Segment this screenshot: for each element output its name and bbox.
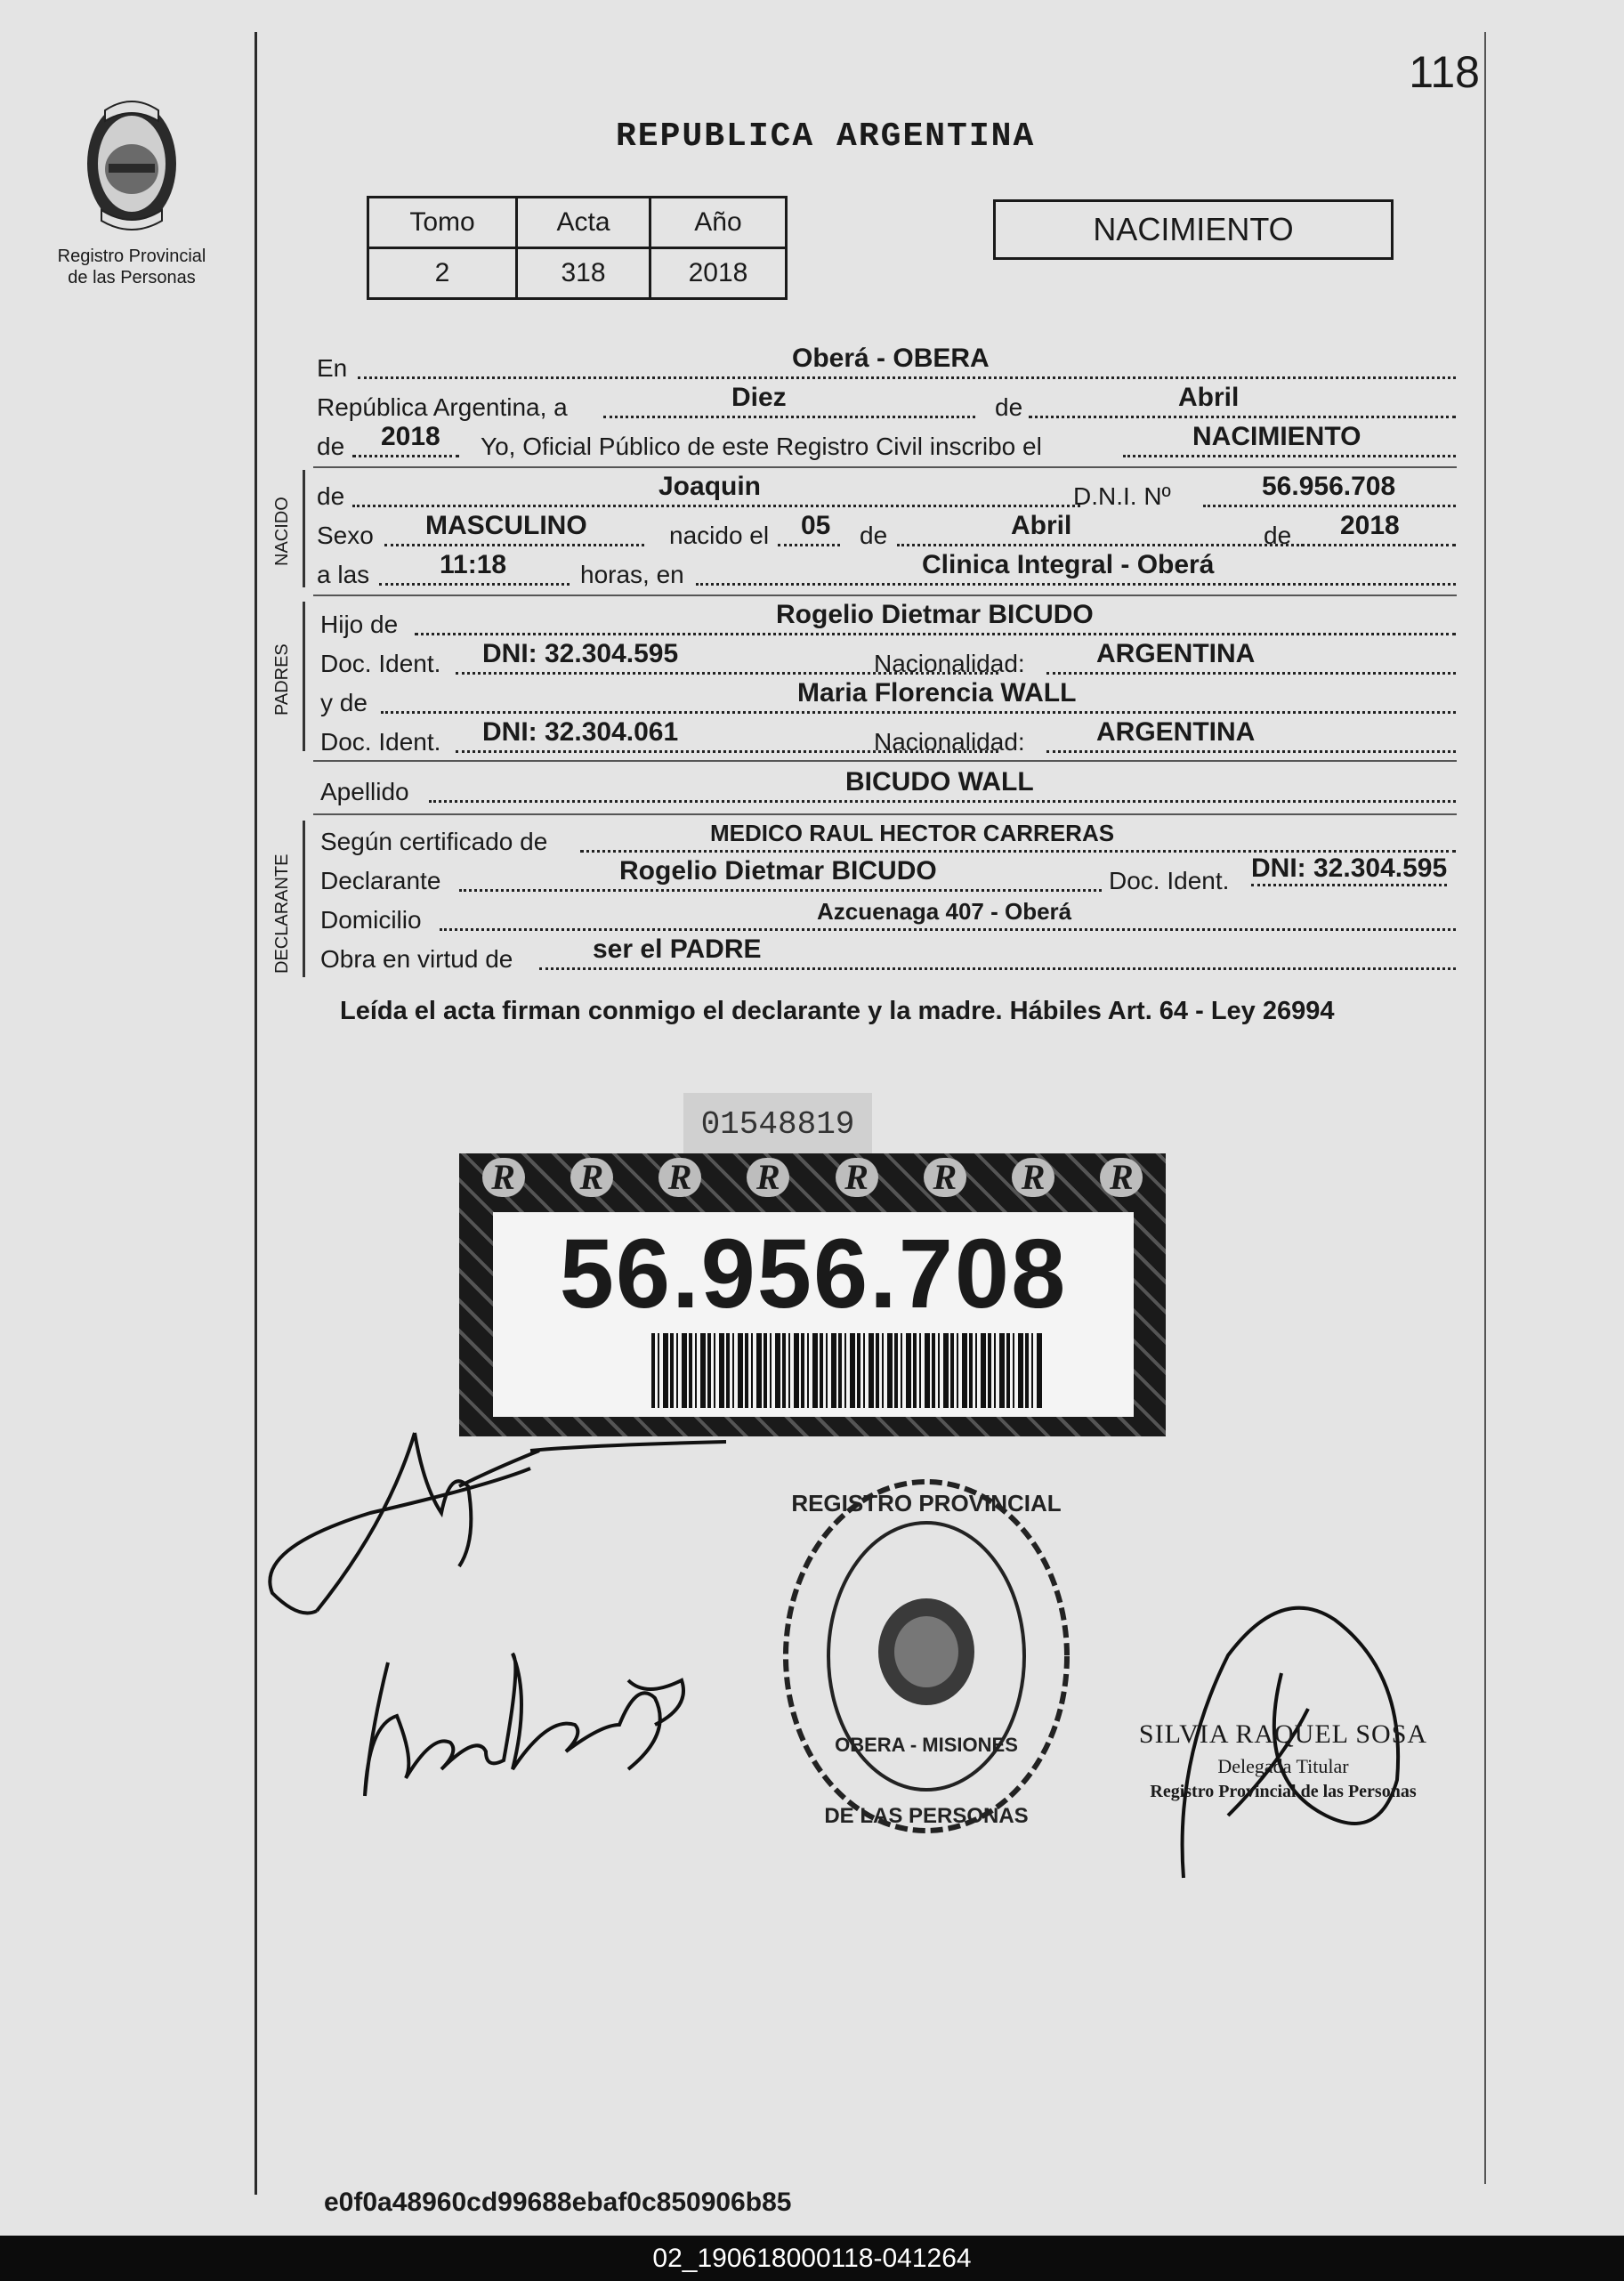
father-name: Rogelio Dietmar BICUDO	[776, 600, 1094, 629]
padres-bracket	[303, 602, 305, 751]
padres-section-label: PADRES	[272, 643, 292, 716]
child-name: Joaquin	[658, 472, 762, 501]
father-doc-row	[317, 639, 1456, 680]
domicilio-value: Azcuenaga 407 - Oberá	[817, 898, 1072, 925]
domicilio-dots	[440, 928, 1456, 931]
nacido-de-label: de	[317, 482, 345, 510]
divider-padres	[313, 760, 1457, 762]
declarante-section-label: DECLARANTE	[272, 853, 292, 974]
r-letter: R	[924, 1158, 966, 1197]
declarante-dots	[459, 889, 1102, 892]
nacido-section-label: NACIDO	[272, 497, 292, 566]
ano-header: Año	[650, 198, 787, 248]
misiones-coat-of-arms-icon	[82, 89, 182, 239]
inscribo-dots	[1123, 455, 1456, 457]
birth-time: 11:18	[440, 550, 507, 579]
hijo-de-row	[317, 600, 1456, 641]
birth-day: 05	[801, 511, 831, 540]
r-letter: R	[658, 1158, 701, 1197]
svg-text:OBERA - MISIONES: OBERA - MISIONES	[835, 1734, 1018, 1756]
de-label-3: de	[1264, 522, 1292, 549]
right-margin-line	[1484, 32, 1486, 2184]
mother-dots	[381, 711, 1456, 714]
day-value: Diez	[731, 383, 787, 412]
y-de-row	[317, 678, 1456, 719]
mother-nationality-dots	[1046, 750, 1456, 753]
de-label: de	[995, 393, 1023, 421]
a-las-label: a las	[317, 561, 370, 588]
obra-dots	[539, 967, 1456, 970]
nacido-el-label: nacido el	[669, 522, 770, 549]
record-table	[367, 196, 788, 300]
father-nationality: ARGENTINA	[1096, 639, 1256, 668]
divider-nacido	[313, 595, 1457, 596]
svg-text:REGISTRO PROVINCIAL: REGISTRO PROVINCIAL	[791, 1490, 1062, 1517]
mother-nationality-label: Nacionalidad:	[874, 728, 1025, 756]
mother-name: Maria Florencia WALL	[797, 678, 1077, 708]
official-name: SILVIA RAQUEL SOSA	[1138, 1719, 1428, 1749]
certificado-row	[317, 822, 1456, 858]
r-letter: R	[1012, 1158, 1054, 1197]
r-letter: R	[836, 1158, 878, 1197]
birth-month-dots	[897, 544, 1315, 546]
en-dots	[358, 376, 1456, 379]
domicilio-label: Domicilio	[320, 906, 422, 934]
dni-dots	[1203, 505, 1456, 507]
barcode	[651, 1333, 1043, 1408]
year-value: 2018	[381, 422, 440, 451]
mother-doc: DNI: 32.304.061	[482, 717, 679, 747]
mother-doc-label: Doc. Ident.	[320, 728, 441, 756]
dni-sticker-inner	[493, 1212, 1134, 1417]
r-letter: R	[747, 1158, 789, 1197]
hora-row	[317, 550, 1456, 591]
mother-nationality: ARGENTINA	[1096, 717, 1256, 747]
father-dots	[415, 633, 1456, 635]
domicilio-row	[317, 898, 1456, 936]
de-label-2: de	[860, 522, 888, 549]
svg-text:DE LAS PERSONAS: DE LAS PERSONAS	[824, 1804, 1029, 1828]
declarante-doc: DNI: 32.304.595	[1251, 853, 1447, 886]
year-row	[317, 422, 1456, 463]
declarante-label: Declarante	[320, 867, 441, 894]
father-doc: DNI: 32.304.595	[482, 639, 679, 668]
declarante-doc-label: Doc. Ident.	[1109, 867, 1230, 894]
closing-note: Leída el acta firman conmigo el declarante y la madre. Hábiles Art. 64 - Ley 26994	[340, 997, 1335, 1025]
y-de-label: y de	[320, 689, 368, 716]
name-dots	[352, 505, 1080, 507]
provincial-registry-logo	[52, 89, 212, 288]
oficial-text: Yo, Oficial Público de este Registro Civil inscribo el	[481, 433, 1042, 460]
en-row	[317, 344, 1456, 384]
certificado-label: Según certificado de	[320, 828, 548, 855]
obra-label: Obra en virtud de	[320, 945, 513, 973]
year-dots	[352, 455, 459, 457]
father-doc-label: Doc. Ident.	[320, 650, 441, 677]
child-dni: 56.956.708	[1262, 472, 1396, 501]
day-dots	[603, 416, 975, 418]
month-value: Abril	[1178, 383, 1240, 412]
father-nationality-dots	[1046, 672, 1456, 675]
apellido-dots	[429, 800, 1456, 803]
mother-signature	[352, 1627, 708, 1805]
nacido-name-row	[317, 472, 1456, 513]
r-letter: R	[482, 1158, 525, 1197]
document-title: REPUBLICA ARGENTINA	[616, 117, 1036, 156]
r-letter: R	[1100, 1158, 1143, 1197]
document-hash: e0f0a48960cd99688ebaf0c850906b85	[324, 2188, 792, 2217]
apellido-label: Apellido	[320, 778, 409, 805]
dni-sticker	[459, 1153, 1166, 1436]
time-dots	[379, 583, 570, 586]
official-role: Delegada Titular	[1217, 1755, 1349, 1777]
nacido-bracket	[303, 470, 305, 587]
serial-number: 01548819	[683, 1093, 872, 1157]
registry-stamp	[780, 1474, 1073, 1839]
r-letter: R	[570, 1158, 613, 1197]
official-block	[1132, 1719, 1434, 1802]
de2-label: de	[317, 433, 345, 460]
en-value: Oberá - OBERA	[792, 344, 990, 373]
sexo-dots	[384, 544, 644, 546]
birth-month: Abril	[1011, 511, 1072, 540]
birth-year: 2018	[1340, 511, 1400, 540]
record-type-box: NACIMIENTO	[993, 199, 1394, 260]
dni-label: D.N.I. Nº	[1073, 482, 1171, 510]
logo-caption: Registro Provincial de las Personas	[57, 247, 206, 287]
birth-year-dots	[1301, 544, 1456, 546]
dni-sticker-number: 56.956.708	[559, 1219, 1068, 1329]
declarante-bracket	[303, 821, 305, 977]
month-dots	[1029, 416, 1456, 418]
en-label: En	[317, 354, 348, 382]
obra-value: ser el PADRE	[593, 934, 762, 964]
left-margin-line	[255, 32, 257, 2195]
certificado-dots	[580, 850, 1456, 853]
sexo-row	[317, 511, 1456, 552]
tomo-value: 2	[368, 248, 517, 299]
dni-sticker-r-band	[459, 1153, 1166, 1201]
hijo-de-label: Hijo de	[320, 611, 399, 638]
divider-intro	[313, 466, 1457, 468]
inscribo-value: NACIMIENTO	[1192, 422, 1361, 451]
official-office: Registro Provincial de las Personas	[1150, 1782, 1417, 1801]
declarante-row	[317, 853, 1456, 897]
horas-en-label: horas, en	[580, 561, 684, 588]
apellido-value: BICUDO WALL	[845, 767, 1034, 797]
place-dots	[696, 583, 1456, 586]
certificado-value: MEDICO RAUL HECTOR CARRERAS	[710, 820, 1115, 846]
birth-day-dots	[778, 544, 840, 546]
republica-row	[317, 383, 1456, 424]
birth-place: Clinica Integral - Oberá	[922, 550, 1215, 579]
page-number: 118	[1409, 47, 1480, 97]
sexo-value: MASCULINO	[425, 511, 587, 540]
republica-label: República Argentina, a	[317, 393, 568, 421]
father-nationality-label: Nacionalidad:	[874, 650, 1025, 677]
ano-value: 2018	[650, 248, 787, 299]
declarante-value: Rogelio Dietmar BICUDO	[619, 856, 937, 886]
tomo-header: Tomo	[368, 198, 517, 248]
scan-footer-id: 02_190618000118-041264	[0, 2236, 1624, 2281]
mother-doc-row	[317, 717, 1456, 758]
sexo-label: Sexo	[317, 522, 374, 549]
acta-header: Acta	[517, 198, 650, 248]
acta-value: 318	[517, 248, 650, 299]
divider-apellido	[313, 813, 1457, 815]
obra-row	[317, 934, 1456, 975]
apellido-row	[317, 767, 1456, 808]
